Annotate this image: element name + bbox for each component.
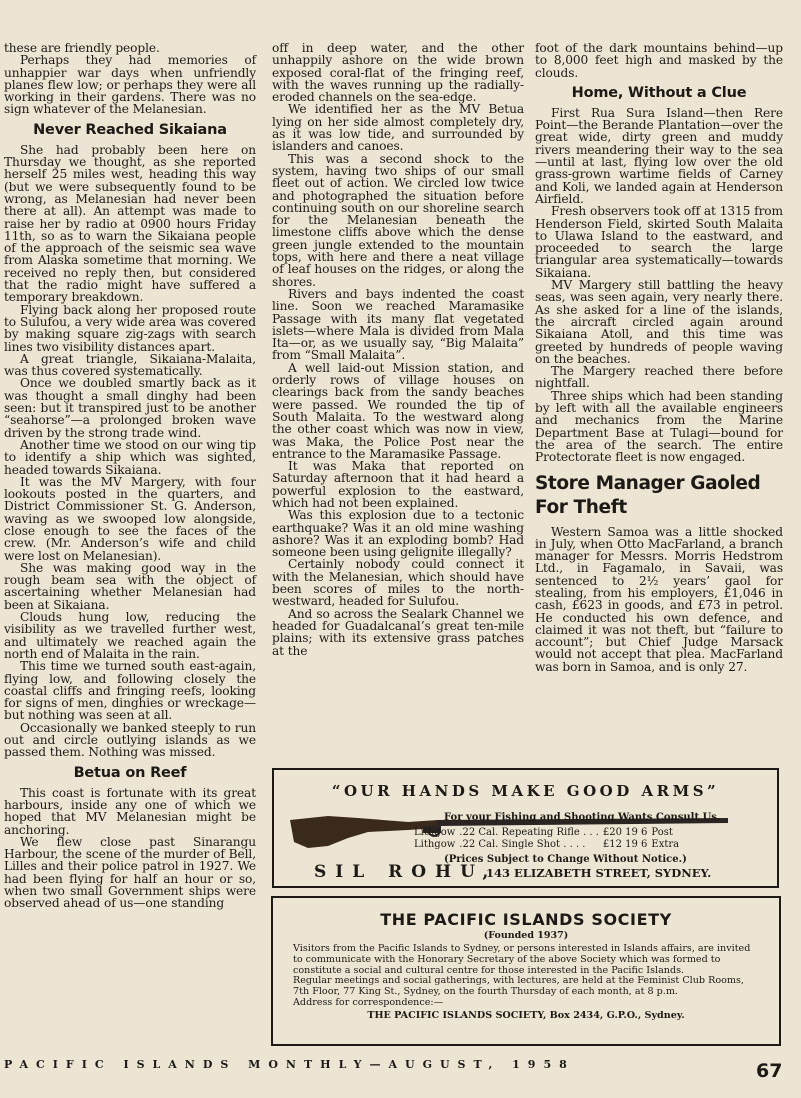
- section-heading: Never Reached Sikaiana: [33, 121, 227, 138]
- column-1: [4, 42, 256, 910]
- pacific-islands-society-notice: [271, 896, 781, 1046]
- article-paragraph: The Margery reached there before nightfall.: [535, 364, 783, 391]
- article-paragraph: Was this explosion due to a tectonic earthquake? Was it an old mine washing ashore? Was it an exploding bomb? Had someone been using gelignite illegally?: [272, 508, 524, 560]
- item-desc: .22 Cal. Single Shot . . . .: [459, 839, 586, 850]
- article-paragraph: She was making good way in the rough beam sea with the object of ascertaining whether Melanesian had been at Sikaiana.: [4, 560, 256, 612]
- section-heading: Store Manager Gaoled For Theft: [535, 472, 761, 518]
- article-paragraph: And so across the Sealark Channel we headed for Guadalcanal’s great ten-mile plains; with its extensive grass patches at the: [272, 606, 524, 658]
- section-heading: Home, Without a Clue: [571, 84, 747, 101]
- society-body: [293, 944, 759, 1009]
- item-brand: Lithgow: [414, 827, 456, 838]
- article-paragraph: Western Samoa was a little shocked in July, when Otto MacFarland, a branch manager for Messrs. Morris Hedstrom Ltd., in Fagamalo, in Savaii, was sentenced to 2½ years’ gaol for stealing, from his employers, £1,046 in cash, £623 in goods, and £73 in petrol. He conducted his own defence, and claimed it was not theft, but “failure to account”; but Chief Judge Marsack would not accept that plea. MacFarland was born in Samoa, and is only 27.: [535, 524, 783, 674]
- article-paragraph: foot of the dark mountains behind—up to 8,000 feet high and masked by the clouds.: [535, 41, 783, 80]
- article-paragraph: Once we doubled smartly back as it was thought a small dinghy had been seen: but it transpired just to be another “seahorse”—a prolonged broken wave driven by the strong trade wind.: [4, 376, 256, 440]
- page-number: 67: [756, 1060, 783, 1082]
- section-heading: Betua on Reef: [73, 764, 187, 781]
- society-founded: (Founded 1937): [483, 930, 569, 941]
- article-paragraph: Certainly nobody could connect it with the Melanesian, which should have been scores of miles to the north-westward, headed for Sulufou.: [272, 557, 524, 609]
- article-paragraph: This coast is fortunate with its great harbours, inside any one of which we hoped that MV Melanesian might be anchoring.: [4, 785, 256, 837]
- article-paragraph: This was a second shock to the system, having two ships of our small fleet out of action. We circled low twice and photographed the situation before continuing south on our shoreline search for the Melanesian beneath the limestone cliffs above which the dense green jungle extended to the mountain tops, with here and there a neat village of leaf houses on the ridges, or along the shores.: [272, 151, 524, 289]
- article-paragraph: She had probably been here on Thursday we thought, as she reported herself 25 miles west, heading this way (but we were subsequently found to be wrong, as Melanesian had never been there at all). An attempt was made to raise her by radio at 0900 hours Friday 11th, so as to warn the Sikaiana people of the approach of the seismic sea wave from Alaska sometime that morning. We received no reply then, but considered that the radio might have suffered a temporary breakdown.: [4, 142, 256, 305]
- article-paragraph: off in deep water, and the other unhappily ashore on the wide brown exposed coral-flat of the fringing reef, with the waves running up the radially-eroded channels on the sea-edge.: [272, 41, 524, 105]
- advert-consult-line: For your Fishing and Shooting Wants Consult Us.: [444, 812, 721, 823]
- delivery-note: Post Extra: [651, 827, 680, 850]
- item-brand: Lithgow: [414, 839, 456, 850]
- advert-address: 143 ELIZABETH STREET, SYDNEY.: [486, 866, 712, 880]
- article-paragraph: We identified her as the MV Betua lying on her side almost completely dry, as it was low tide, and surrounded by islanders and canoes.: [272, 102, 524, 154]
- article-paragraph: Occasionally we banked steeply to run out and circle outlying islands as we passed them. Nothing was missed.: [4, 720, 256, 760]
- article-paragraph: Perhaps they had memories of unhappier war days when unfriendly planes flew low; or perhaps they were all working in their gardens. There was no sign whatever of the Melanesian.: [4, 53, 256, 117]
- advert-brand: SIL ROHU,: [314, 862, 498, 882]
- item-price: £12 19 6: [602, 839, 648, 850]
- price-row: [414, 827, 695, 839]
- article-paragraph: MV Margery still battling the heavy seas, was seen again, very nearly there. As she asked for a line of the islands, the aircraft circled again around Sikaiana Atoll, and this time was greeted by hundreds of people waving on the beaches.: [535, 278, 783, 366]
- item-price: £20 19 6: [602, 827, 648, 838]
- advert-slogan: “OUR HANDS MAKE GOOD ARMS”: [331, 782, 720, 800]
- article-paragraph: Rivers and bays indented the coast line. Soon we reached Maramasike Passage with its many flat vegetated islets—where Mala is divided from Mala Ita—or, as we usually say, “Big Malaita” from “Small Malaita”.: [272, 286, 524, 363]
- article-paragraph: First Rua Sura Island—then Rere Point—the Berande Plantation—over the great wide, dirty green and muddy rivers meandering their way to the sea—until at last, flying low over the old grass-grown wartime fields of Carney and Koli, we landed again at Henderson Airfield.: [535, 105, 783, 206]
- article-paragraph: Another time we stood on our wing tip to identify a ship which was sighted, headed towards Sikaiana.: [4, 437, 256, 477]
- article-paragraph: Flying back along her proposed route to Sulufou, a very wide area was covered by making square zig-zags with search lines two visibility distances apart.: [4, 302, 256, 354]
- society-paragraph: Regular meetings and social gatherings, with lectures, are held at the Feminist Club Rooms, 7th Floor, 77 King St., Sydney, on the fourth Thursday of each month, at 8 p.m.: [293, 975, 744, 998]
- society-contact: THE PACIFIC ISLANDS SOCIETY, Box 2434, G.P.O., Sydney.: [367, 1009, 685, 1021]
- article-paragraph: Fresh observers took off at 1315 from Henderson Field, skirted South Malaita to Ulawa Island to the eastward, and proceeded to search the large triangular area systematically—towards Sikaiana.: [535, 204, 783, 280]
- article-paragraph: It was the MV Margery, with four lookouts posted in the quarters, and District Commissioner St. G. Anderson, waving as we swooped low alongside, close enough to see the faces of the crew. (Mr. Anderson’s wife and child were lost on Melanesian).: [4, 474, 256, 563]
- article-paragraph: A great triangle, Sikaiana-Malaita, was thus covered systematically.: [4, 351, 256, 379]
- article-paragraph: It was Maka that reported on Saturday afternoon that it had heard a powerful explosion to the eastward, which had not been explained.: [272, 459, 524, 510]
- price-notice: (Prices Subject to Change Without Notice.): [444, 854, 687, 865]
- running-footer: PACIFIC ISLANDS MONTHLY—AUGUST, 1958: [4, 1058, 575, 1071]
- column-3: [535, 42, 783, 673]
- price-table: [414, 827, 695, 851]
- article-paragraph: Three ships which had been standing by left with all the available engineers and mechanics from the Marine Department Base at Tulagi—bound for the area of the search. The entire Protectorate fleet is now engaged.: [535, 388, 783, 465]
- item-desc: .22 Cal. Repeating Rifle . . .: [459, 827, 599, 838]
- society-title: THE PACIFIC ISLANDS SOCIETY: [380, 910, 672, 929]
- article-paragraph: We flew close past Sinarangu Harbour, the scene of the murder of Bell, Lilles and their police patrol in 1927. We had been flying for half an hour or so, when two small Government ships were observed ahead of us—one standing: [4, 834, 256, 911]
- article-paragraph: This time we turned south east-again, flying low, and following closely the coastal cliffs and fringing reefs, looking for signs of men, dinghies or wreckage—but nothing was seen at all.: [4, 659, 256, 723]
- article-paragraph: these are friendly people.: [4, 41, 160, 55]
- society-paragraph: Visitors from the Pacific Islands to Sydney, or persons interested in Islands affairs, are invited to communicate with the Honorary Secretary of the above Society which was formed to constitute a social and cultural centre for those interested in the Pacific Islands.: [293, 943, 751, 976]
- firearms-advertisement: [272, 768, 779, 888]
- article-paragraph: A well laid-out Mission station, and orderly rows of village houses on clearings back from the sandy beaches were passed. We rounded the tip of South Malaita. To the westward along the other coast which was now in view, was Maka, the Police Post near the entrance to the Maramasike Passage.: [272, 360, 524, 461]
- column-2: [272, 42, 524, 657]
- article-paragraph: Clouds hung low, reducing the visibility as we travelled further west, and ultimately we reached again the north end of Malaita in the rain.: [4, 610, 256, 661]
- society-paragraph: Address for correspondence:—: [293, 996, 444, 1008]
